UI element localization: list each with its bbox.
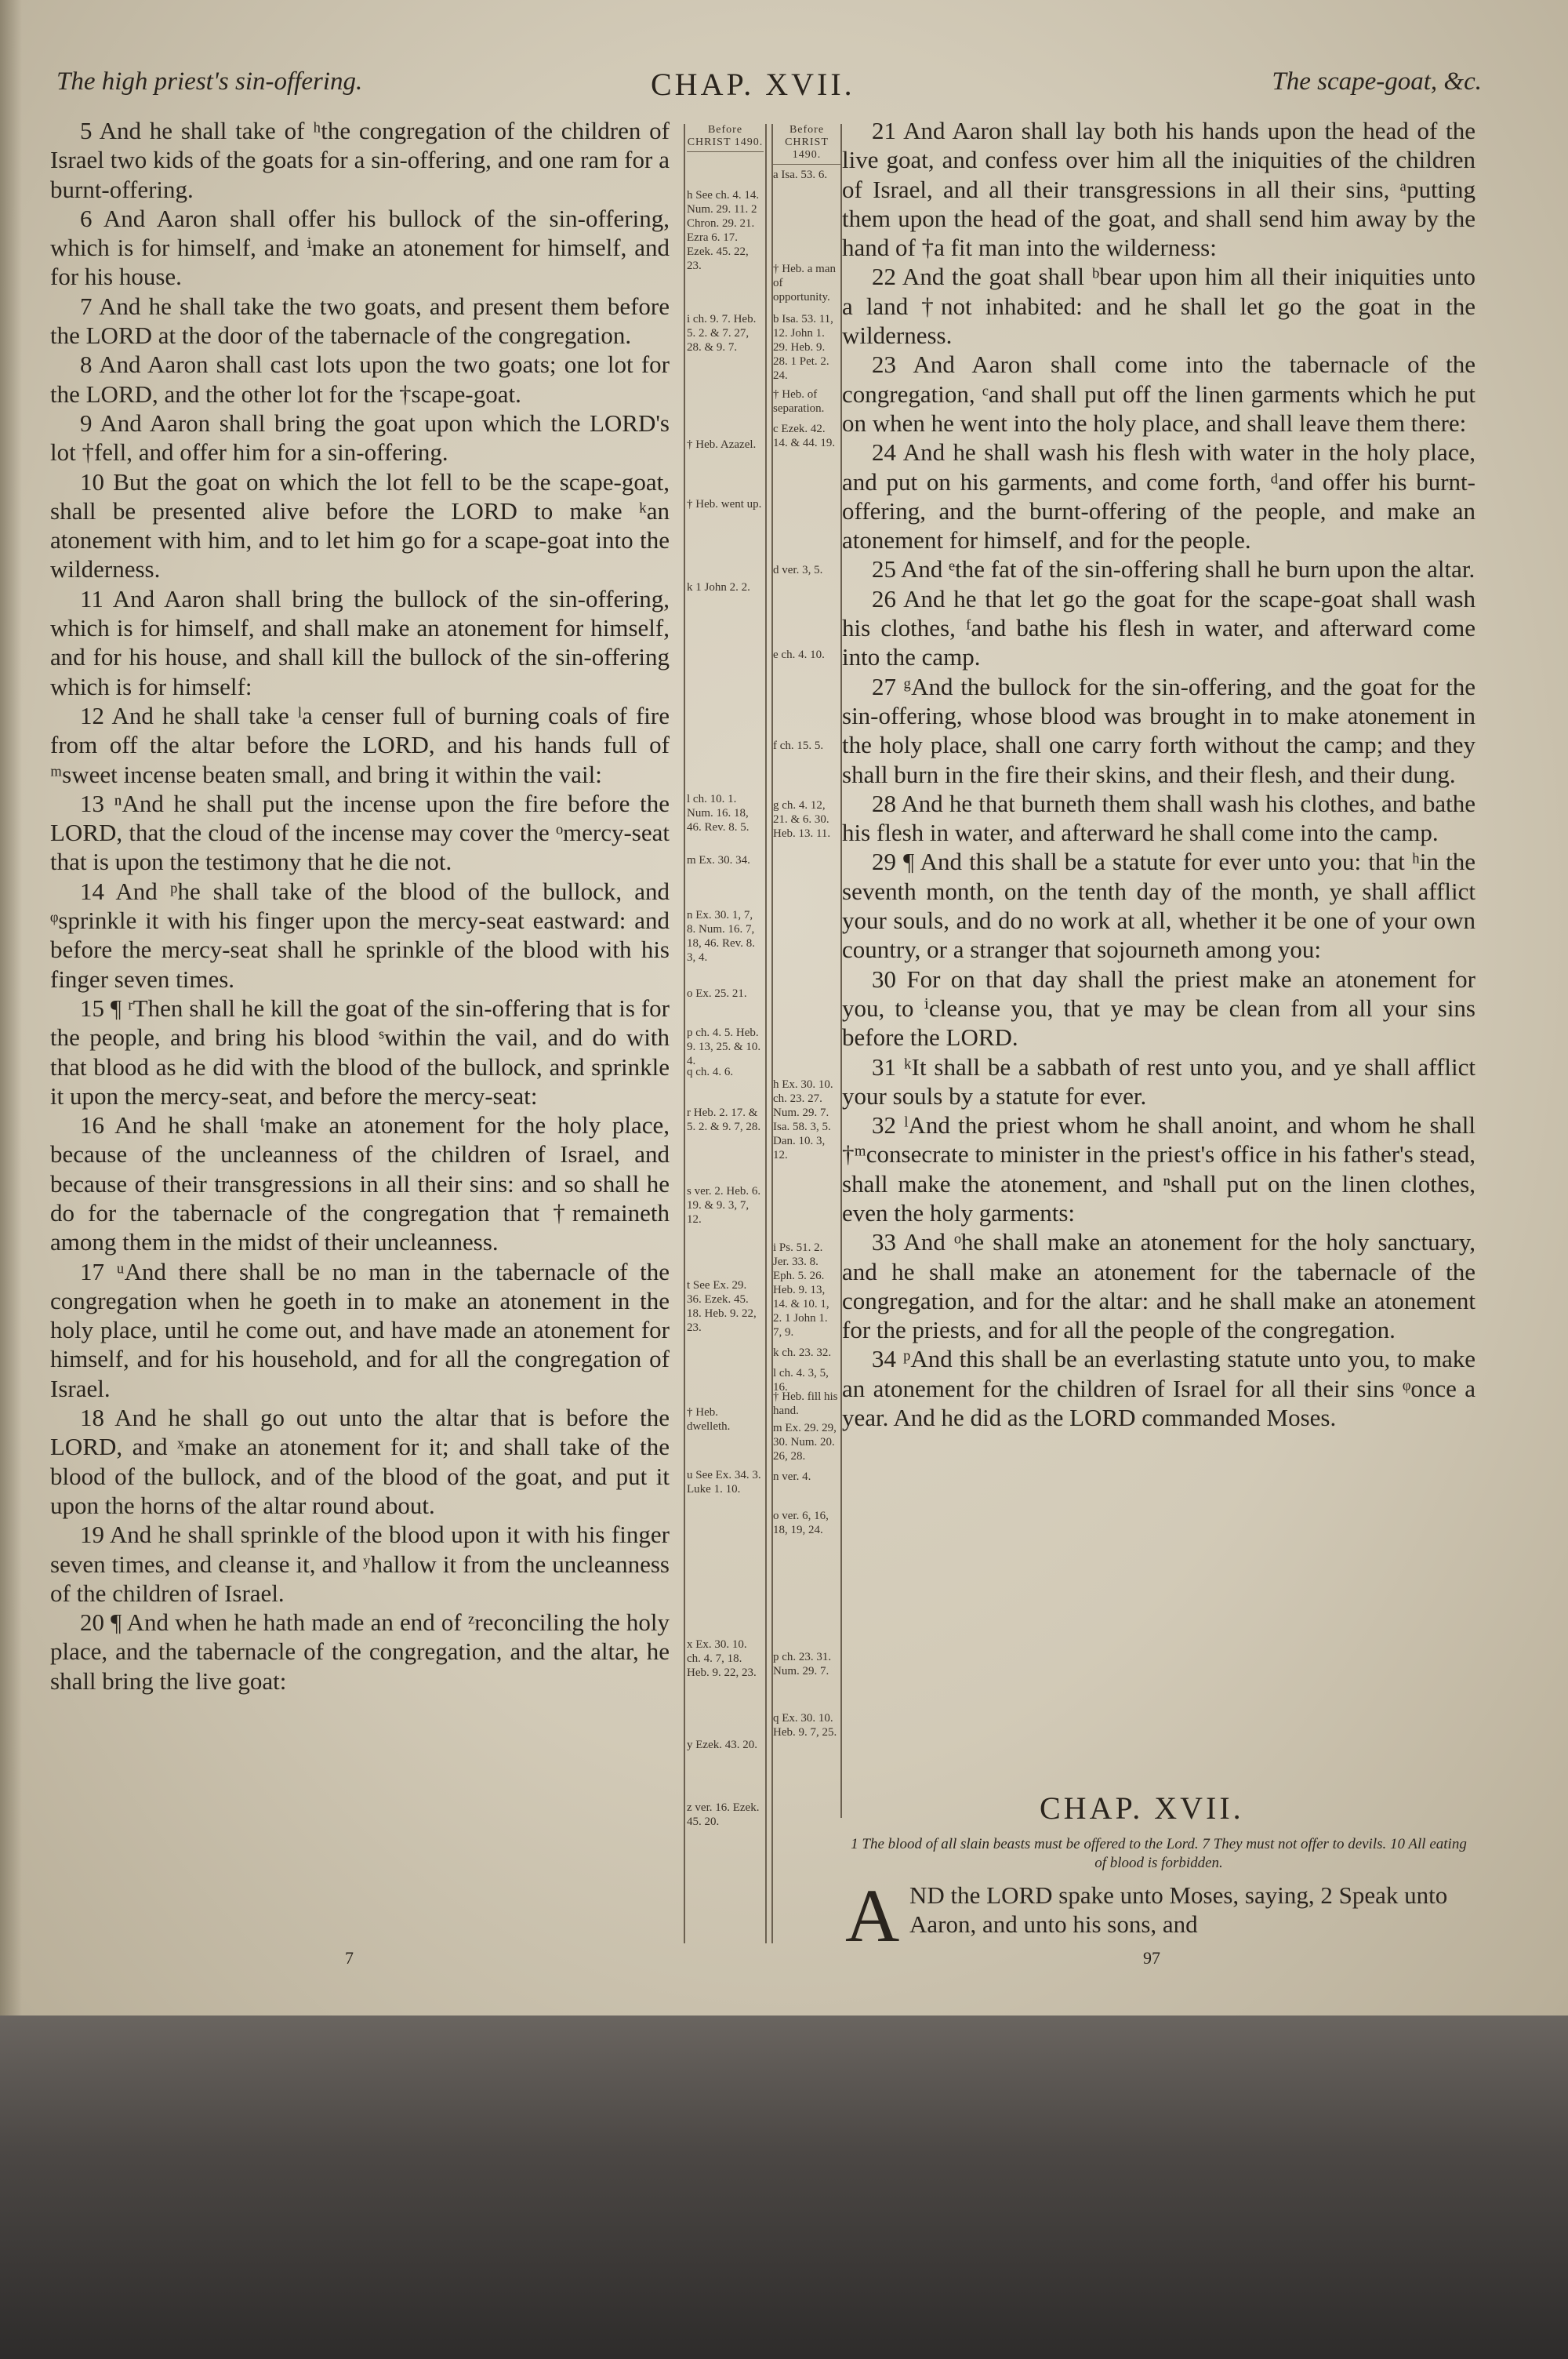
margin-reference-note: p ch. 23. 31. Num. 29. 7.: [773, 1651, 832, 1677]
margin-reference-note: f ch. 15. 5.: [773, 740, 824, 752]
margin-reference-note: o ver. 6, 16, 18, 19, 24.: [773, 1510, 829, 1536]
margin-date-heading: Before CHRIST 1490.: [687, 124, 764, 152]
verse: 27 ᵍAnd the bullock for the sin-offering, and the goat for the sin-offering, whose blood was brought in to make atonement in the holy place, shall one carry forth without the camp; and they shall burn in the fire their skins, and their flesh, and their dung.: [842, 672, 1475, 788]
verse: 16 And he shall ᵗmake an atonement for the holy place, because of the uncleanness of the children of Israel, and because of their transgressions in all their sins: and so shall he do for the tabernacle of the congregation that †remaineth among them in the midst of their uncleanness.: [50, 1111, 670, 1256]
margin-reference-note: t See Ex. 29. 36. Ezek. 45. 18. Heb. 9. 22, 23.: [687, 1279, 757, 1334]
right-margin-references: [773, 124, 840, 1943]
margin-reference-note: h Ex. 30. 10. ch. 23. 27. Num. 29. 7. Isa. 58. 3, 5. Dan. 10. 3, 12.: [773, 1078, 833, 1161]
verse: 25 And ᵉthe fat of the sin-offering shall he burn upon the altar.: [872, 555, 1475, 583]
margin-reference-note: a Isa. 53. 6.: [773, 169, 828, 181]
margin-reference-note: c Ezek. 42. 14. & 44. 19.: [773, 423, 836, 449]
right-text-column: [842, 116, 1475, 1432]
verse: 31 ᵏIt shall be a sabbath of rest unto you, and ye shall afflict your souls by a statute for ever.: [842, 1052, 1475, 1110]
margin-reference-note: † Heb. went up.: [687, 498, 762, 511]
running-header-left: The high priest's sin-offering.: [56, 67, 363, 96]
margin-reference-note: † Heb. Azazel.: [687, 438, 757, 451]
verse: 24 And he shall wash his flesh with water in the holy place, and put on his garments, and come forth, ᵈand offer his burnt-offering, and the burnt-offering of the people, and make an atonement for himself, and for the people.: [842, 438, 1475, 554]
verse: 32 ˡAnd the priest whom he shall anoint, and whom he shall †ᵐconsecrate to minister in the priest's office in his father's stead, shall make the atonement, and ⁿshall put on the linen clothes, even the holy garments:: [842, 1111, 1475, 1227]
running-header-right: The scape-goat, &c.: [1272, 67, 1482, 96]
drop-cap: A: [845, 1874, 900, 1957]
verse: 11 And Aaron shall bring the bullock of the sin-offering, which is for himself, and shall make an atonement for himself, and for his house, and shall kill the bullock of the sin-offering which is for himself:: [50, 584, 670, 700]
margin-reference-note: n Ex. 30. 1, 7, 8. Num. 16. 7, 18, 46. Rev. 8. 3, 4.: [687, 909, 755, 964]
margin-reference-note: k ch. 23. 32.: [773, 1347, 832, 1359]
margin-reference-note: q Ex. 30. 10. Heb. 9. 7, 25.: [773, 1712, 837, 1739]
background-shadow: [0, 2016, 1568, 2359]
verse: 15 ¶ ʳThen shall he kill the goat of the sin-offering that is for the people, and bring his blood ˢwithin the vail, and do with that blood as he did with the blood of the bullock, and sprinkle it upon the mercy-seat, and before the mercy-seat:: [50, 994, 670, 1110]
margin-reference-note: i Ps. 51. 2. Jer. 33. 8. Eph. 5. 26. Heb. 9. 13, 14. & 10. 1, 2. 1 John 1. 7, 9.: [773, 1241, 829, 1339]
verse: 17 ᵘAnd there shall be no man in the tabernacle of the congregation when he goeth in to make an atonement in the holy place, until he come out, and have made an atonement for himself, and for his household, and for all the congregation of Israel.: [50, 1257, 670, 1402]
column-rule: [765, 124, 767, 1943]
verse: 20 ¶ And when he hath made an end of ᶻreconciling the holy place, and the tabernacle of the congregation, and the altar, he shall bring the live goat:: [50, 1608, 670, 1695]
margin-reference-note: g ch. 4. 12, 21. & 6. 30. Heb. 13. 11.: [773, 799, 831, 840]
margin-reference-note: x Ex. 30. 10. ch. 4. 7, 18. Heb. 9. 22, 23.: [687, 1638, 757, 1679]
verse: 13 ⁿAnd he shall put the incense upon the fire before the LORD, that the cloud of the incense may cover the ᵒmercy-seat that is upon the testimony that he die not.: [50, 789, 670, 876]
left-text-column: [50, 116, 670, 1696]
verse: 33 And ᵒhe shall make an atonement for the holy sanctuary, and he shall make an atonement for the tabernacle of the congregation, and for the altar: and he shall make an atonement for the priests, and for all the people of the congregation.: [842, 1228, 1475, 1344]
verse: 18 And he shall go out unto the altar that is before the LORD, and ˣmake an atonement for it; and shall take of the blood of the bullock, and of the blood of the goat, and put it upon the horns of the altar round about.: [50, 1404, 670, 1519]
verse: 7 And he shall take the two goats, and present them before the LORD at the door of the tabernacle of the congregation.: [50, 292, 670, 350]
verse: 10 But the goat on which the lot fell to be the scape-goat, shall be presented alive before the LORD to make ᵏan atonement with him, and to let him go for a scape-goat into the wilderness.: [50, 467, 670, 583]
margin-reference-note: p ch. 4. 5. Heb. 9. 13, 25. & 10. 4.: [687, 1027, 761, 1067]
margin-reference-note: i ch. 9. 7. Heb. 5. 2. & 7. 27, 28. & 9. 7.: [687, 313, 757, 354]
column-rule: [684, 124, 685, 1943]
verse: 34 ᵖAnd this shall be an everlasting statute unto you, to make an atonement for the children of Israel for all their sins ᵠonce a year. And he did as the LORD commanded Moses.: [842, 1345, 1475, 1432]
margin-reference-note: m Ex. 29. 29, 30. Num. 20. 26, 28.: [773, 1422, 837, 1463]
verse: 12 And he shall take ˡa censer full of burning coals of fire from off the altar before the LORD, and his hands full of ᵐsweet incense beaten small, and bring it within the vail:: [50, 701, 670, 788]
margin-reference-note: u See Ex. 34. 3. Luke 1. 10.: [687, 1469, 761, 1496]
margin-reference-note: † Heb. of separation.: [773, 388, 825, 415]
signature-mark: 7: [345, 1948, 354, 1968]
margin-reference-note: † Heb. a man of opportunity.: [773, 263, 836, 304]
verse: 5 And he shall take of ʰthe congregation of the children of Israel two kids of the goats for a sin-offering, and one ram for a burnt-offering.: [50, 117, 670, 203]
left-margin-references: [687, 124, 764, 1943]
margin-reference-note: z ver. 16. Ezek. 45. 20.: [687, 1801, 760, 1828]
margin-reference-note: † Heb. dwelleth.: [687, 1406, 731, 1433]
verse: 22 And the goat shall ᵇbear upon him all their iniquities unto a land †not inhabited: and he shall let go the goat in the wilderness.: [842, 263, 1475, 350]
margin-reference-note: q ch. 4. 6.: [687, 1066, 734, 1078]
verse: 26 And he that let go the goat for the scape-goat shall wash his clothes, ᶠand bathe his flesh in water, and afterward come into the camp.: [842, 584, 1475, 671]
margin-reference-note: b Isa. 53. 11, 12. John 1. 29. Heb. 9. 28. 1 Pet. 2. 24.: [773, 313, 833, 382]
margin-reference-note: o Ex. 25. 21.: [687, 987, 747, 1000]
margin-reference-note: y Ezek. 43. 20.: [687, 1739, 757, 1751]
verse: 30 For on that day shall the priest make an atonement for you, to ⁱcleanse you, that ye may be clean from all your sins before the LORD.: [842, 965, 1475, 1052]
page-number: 97: [1143, 1948, 1160, 1968]
margin-reference-note: s ver. 2. Heb. 6. 19. & 9. 3, 7, 12.: [687, 1185, 761, 1226]
chapter-summary: 1 The blood of all slain beasts must be offered to the Lord. 7 They must not offer to devils. 10 All eating of blood is forbidden.: [851, 1836, 1467, 1871]
margin-reference-note: k 1 John 2. 2.: [687, 581, 750, 594]
running-header-chapter: CHAP. XVII.: [651, 67, 855, 102]
verse: 9 And Aaron shall bring the goat upon which the LORD's lot †fell, and offer him for a sin-offering.: [50, 409, 670, 467]
margin-reference-note: h See ch. 4. 14. Num. 29. 11. 2 Chron. 29. 21. Ezra 6. 17. Ezek. 45. 22, 23.: [687, 189, 760, 272]
margin-date-heading: Before CHRIST 1490.: [773, 124, 840, 165]
verse: 8 And Aaron shall cast lots upon the two goats; one lot for the LORD, and the other lot for the †scape-goat.: [50, 351, 670, 408]
margin-reference-note: n ver. 4.: [773, 1470, 811, 1483]
page-spine-shadow: [0, 0, 22, 2016]
chapter-opening-text: ND the LORD spake unto Moses, saying, 2 Speak unto Aaron, and unto his sons, and: [909, 1881, 1448, 1938]
margin-reference-note: l ch. 4. 3, 5, 16.: [773, 1367, 829, 1394]
verse: 21 And Aaron shall lay both his hands upon the head of the live goat, and confess over him all the iniquities of the children of Israel, and all their transgressions in all their sins, ᵃputting them upon the head of the goat, and shall send him away by the hand of †a fit man into the wilderness:: [842, 117, 1475, 262]
margin-reference-note: m Ex. 30. 34.: [687, 854, 750, 867]
verse: 29 ¶ And this shall be a statute for ever unto you: that ʰin the seventh month, on the tenth day of the month, ye shall afflict your souls, and do no work at all, whether it be one of your own country, or a stranger that sojourneth among you:: [842, 848, 1475, 964]
margin-reference-note: r Heb. 2. 17. & 5. 2. & 9. 7, 28.: [687, 1107, 761, 1133]
verse: 6 And Aaron shall offer his bullock of the sin-offering, which is for himself, and ⁱmake an atonement for himself, and for his house.: [50, 204, 670, 291]
margin-reference-note: d ver. 3, 5.: [773, 564, 823, 576]
verse: 28 And he that burneth them shall wash his clothes, and bathe his flesh in water, and afterward he shall come into the camp.: [842, 789, 1475, 847]
margin-reference-note: e ch. 4. 10.: [773, 649, 825, 661]
verse: 23 And Aaron shall come into the tabernacle of the congregation, ᶜand shall put off the linen garments which he put on when he went into the holy place, and shall leave them there:: [842, 351, 1475, 437]
verse: 19 And he shall sprinkle of the blood upon it with his finger seven times, and cleanse it, and ʸhallow it from the uncleanness of the children of Israel.: [50, 1521, 670, 1607]
margin-reference-note: † Heb. fill his hand.: [773, 1390, 838, 1417]
margin-reference-note: l ch. 10. 1. Num. 16. 18, 46. Rev. 8. 5.: [687, 793, 750, 834]
verse: 14 And ᵖhe shall take of the blood of the bullock, and ᵠsprinkle it with his finger upon the mercy-seat eastward: and before the mercy-seat shall he sprinkle of the blood with his finger seven times.: [50, 877, 670, 993]
chapter-heading: CHAP. XVII.: [1040, 1790, 1244, 1826]
